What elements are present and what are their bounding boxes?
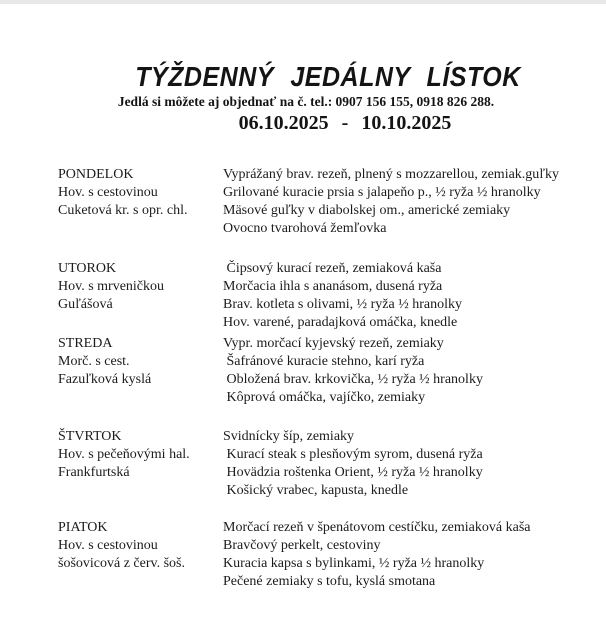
order-phone-info: Jedlá si môžete aj objednať na č. tel.: 0907 156 155, 0918 826 288. bbox=[117, 94, 495, 109]
day-left-column bbox=[58, 428, 218, 482]
soup-item: Hov. s cestovinou bbox=[58, 538, 158, 553]
day-meals-column bbox=[223, 335, 593, 407]
day-left-column bbox=[58, 260, 218, 314]
soup-item: Cuketová kr. s opr. chl. bbox=[58, 203, 188, 218]
meal-item: Morčací rezeň v špenátovom cestíčku, zemiaková kaša bbox=[223, 520, 531, 535]
day-left-column bbox=[58, 166, 218, 220]
soup-item: Frankfurtská bbox=[58, 465, 130, 480]
soup-item: Hov. s cestovinou bbox=[58, 185, 158, 200]
meal-item: Ovocno tvarohová žemľovka bbox=[223, 221, 387, 236]
meal-item: Vyprážaný brav. rezeň, plnený s mozzarellou, zemiak.guľky bbox=[223, 167, 559, 182]
soup-item: Guľášová bbox=[58, 297, 113, 312]
day-name: UTOROK bbox=[58, 261, 117, 276]
soup-item: Hov. s mrveničkou bbox=[58, 279, 165, 294]
soup-item: Fazuľková kyslá bbox=[58, 372, 152, 387]
top-edge-band bbox=[0, 0, 606, 4]
meal-item: Svidnícky šíp, zemiaky bbox=[223, 429, 355, 444]
meal-item: Grilované kuracie prsia s jalapeňo p., ½ ryža ½ hranolky bbox=[223, 185, 541, 200]
meal-item: Vypr. morčací kyjevský rezeň, zemiaky bbox=[223, 336, 444, 351]
soup-item: šošovicová z červ. šoš. bbox=[58, 556, 186, 571]
day-meals-column bbox=[223, 428, 593, 500]
meal-item: Hovädzia roštenka Orient, ½ ryža ½ hranolky bbox=[223, 465, 483, 480]
meal-item: Kurací steak s plesňovým syrom, dusená ryža bbox=[223, 447, 483, 462]
meal-item: Obložená brav. krkovička, ½ ryža ½ hranolky bbox=[223, 372, 483, 387]
day-name: PIATOK bbox=[58, 520, 108, 535]
meal-item: Brav. kotleta s olivami, ½ ryža ½ hranolky bbox=[223, 297, 462, 312]
soup-item: Hov. s pečeňovými hal. bbox=[58, 447, 190, 462]
day-name: STREDA bbox=[58, 336, 113, 351]
day-meals-column bbox=[223, 260, 593, 332]
meal-item: Mäsové guľky v diabolskej om., americké zemiaky bbox=[223, 203, 511, 218]
meal-item: Bravčový perkelt, cestoviny bbox=[223, 538, 381, 553]
meal-item: Košický vrabec, kapusta, knedle bbox=[223, 483, 409, 498]
meal-item: Čipsový kurací rezeň, zemiaková kaša bbox=[223, 261, 442, 276]
day-left-column bbox=[58, 335, 218, 389]
day-left-column bbox=[58, 519, 218, 573]
soup-item: Morč. s cest. bbox=[58, 354, 130, 369]
day-name: PONDELOK bbox=[58, 167, 134, 182]
meal-item: Kôprová omáčka, vajíčko, zemiaky bbox=[223, 390, 426, 405]
day-meals-column bbox=[223, 519, 593, 591]
meal-item: Morčacia ihla s ananásom, dusená ryža bbox=[223, 279, 443, 294]
meal-item: Šafránové kuracie stehno, karí ryža bbox=[223, 354, 425, 369]
meal-item: Kuracia kapsa s bylinkami, ½ ryža ½ hranolky bbox=[223, 556, 485, 571]
meal-item: Pečené zemiaky s tofu, kyslá smotana bbox=[223, 574, 436, 589]
page-title: TÝŽDENNÝ JEDÁLNY LÍSTOK bbox=[135, 61, 521, 93]
meal-item: Hov. varené, paradajková omáčka, knedle bbox=[223, 315, 458, 330]
day-meals-column bbox=[223, 166, 593, 238]
date-range: 06.10.2025 - 10.10.2025 bbox=[238, 112, 452, 134]
day-name: ŠTVRTOK bbox=[58, 429, 122, 444]
